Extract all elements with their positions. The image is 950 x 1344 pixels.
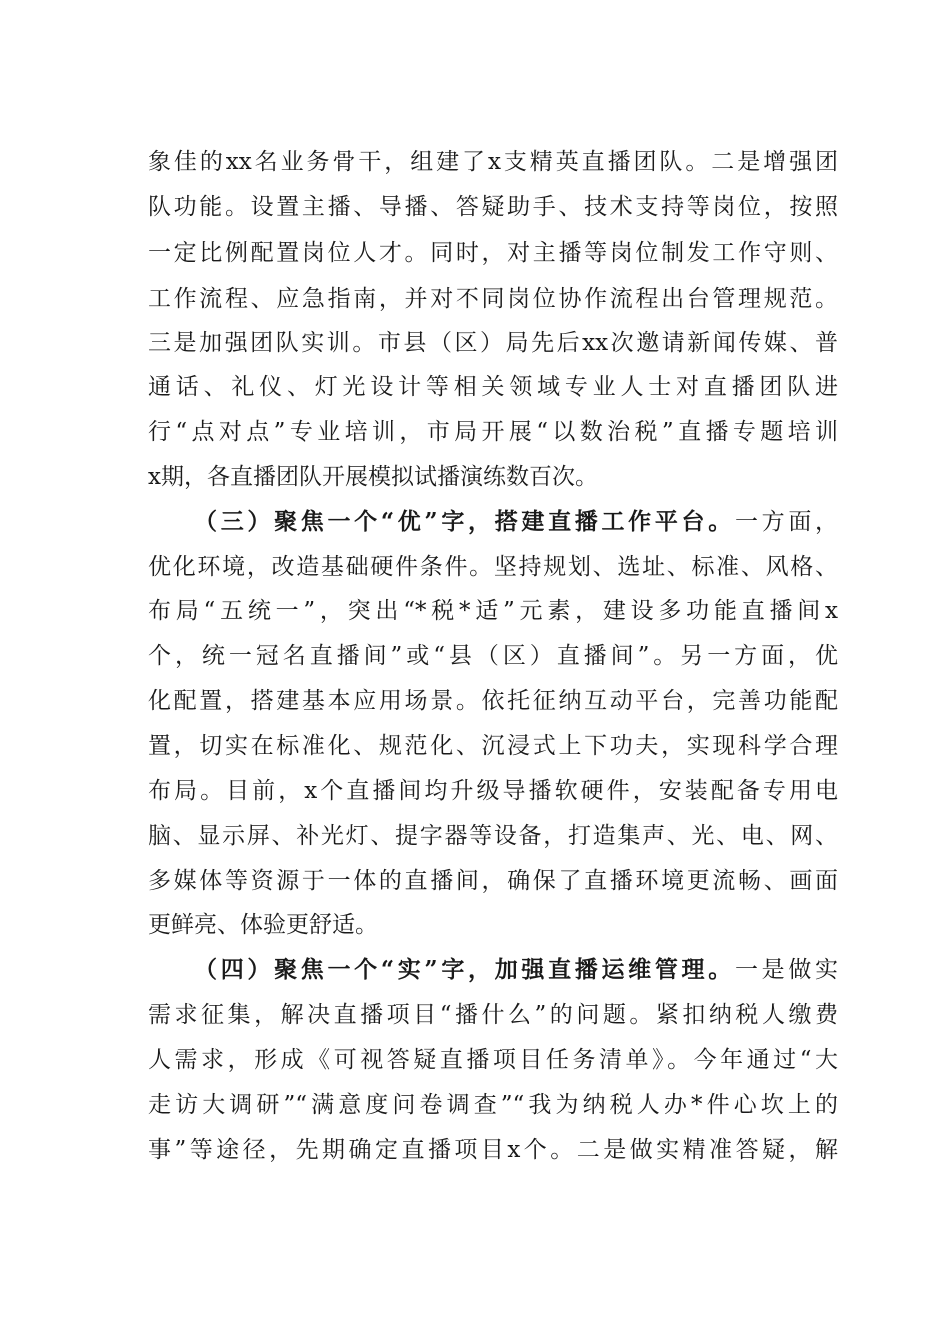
text-line: 象佳的xx名业务骨干，组建了x支精英直播团队。二是增强团 <box>148 149 838 175</box>
text-line: 一定比例配置岗位人才。同时，对主播等岗位制发工作守则、 <box>148 240 838 266</box>
text-line: 布局“五统一”，突出“*税*适”元素，建设多功能直播间x <box>148 598 838 624</box>
text-line: 需求征集，解决直播项目“播什么”的问题。紧扣纳税人缴费 <box>148 1002 838 1028</box>
text-line: 事”等途径，先期确定直播项目x个。二是做实精准答疑，解 <box>148 1137 838 1163</box>
heading-line-text: 一是做实 <box>734 957 839 983</box>
text-line: 个，统一冠名直播间”或“县（区）直播间”。另一方面，优 <box>148 643 838 669</box>
text-line: 布局。目前，x个直播间均升级导播软硬件，安装配备专用电 <box>148 778 838 804</box>
text-line: 工作流程、应急指南，并对不同岗位协作流程出台管理规范。 <box>148 286 838 312</box>
text-line: 优化环境，改造基础硬件条件。坚持规划、选址、标准、风格、 <box>148 554 838 580</box>
text-line: 队功能。设置主播、导播、答疑助手、技术支持等岗位，按照 <box>148 194 838 220</box>
text-line: 多媒体等资源于一体的直播间，确保了直播环境更流畅、画面 <box>148 868 838 894</box>
text-line: x期，各直播团队开展模拟试播演练数百次。 <box>148 464 598 490</box>
heading-line-text: 一方面， <box>734 509 839 535</box>
section-heading: （三）聚焦一个“优”字，搭建直播工作平台。 <box>194 508 735 535</box>
section-heading-line <box>194 953 838 987</box>
text-line: 三是加强团队实训。市县（区）局先后xx次邀请新闻传媒、普 <box>148 330 838 356</box>
text-line: 脑、显示屏、补光灯、提字器等设备，打造集声、光、电、网、 <box>148 823 838 849</box>
text-line: 置，切实在标准化、规范化、沉浸式上下功夫，实现科学合理 <box>148 733 838 759</box>
text-line: 通话、礼仪、灯光设计等相关领域专业人士对直播团队进 <box>148 374 838 400</box>
text-line: 走访大调研”“满意度问卷调查”“我为纳税人办*件心坎上的 <box>148 1092 838 1118</box>
text-line: 人需求，形成《可视答疑直播项目任务清单》。今年通过“大 <box>148 1047 838 1073</box>
section-heading: （四）聚焦一个“实”字，加强直播运维管理。 <box>194 956 735 983</box>
text-line: 化配置，搭建基本应用场景。依托征纳互动平台，完善功能配 <box>148 688 838 714</box>
section-heading-line <box>194 505 838 539</box>
text-line: 行“点对点”专业培训，市局开展“以数治税”直播专题培训 <box>148 419 838 445</box>
text-line: 更鲜亮、体验更舒适。 <box>148 912 378 938</box>
